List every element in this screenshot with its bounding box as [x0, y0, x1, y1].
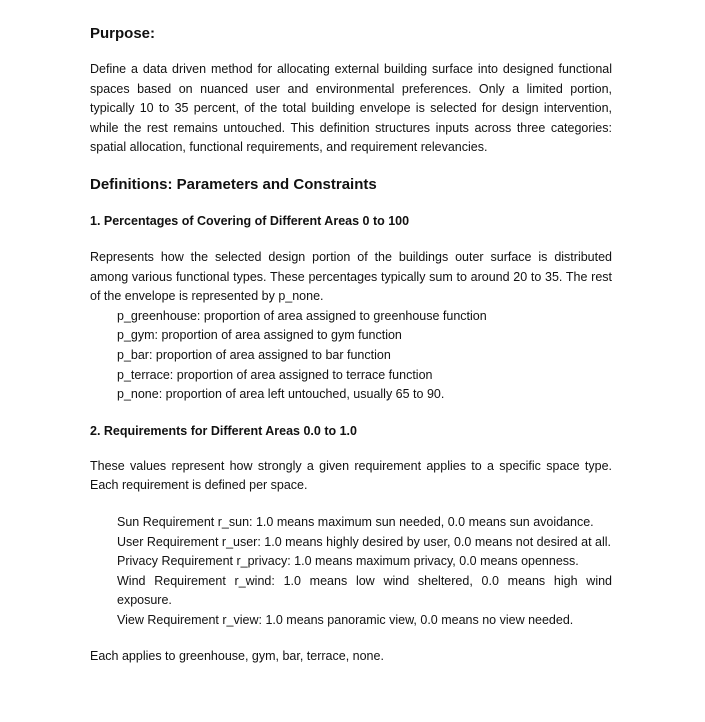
- definitions-heading: Definitions: Parameters and Constraints: [90, 175, 377, 193]
- section1-text: Represents how the selected design portion of the buildings outer surface is distributed among various functional types. These percentages typically sum to around 20 to 35. The rest of the envelope is represented by p_none.: [90, 249, 612, 304]
- document-page: [90, 24, 612, 667]
- list-item: p_none: proportion of area left untouched, usually 65 to 90.: [117, 387, 445, 402]
- section2-heading: 2. Requirements for Different Areas 0.0 to 1.0: [90, 423, 357, 438]
- list-item: p_bar: proportion of area assigned to bar function: [117, 347, 391, 362]
- list-item: View Requirement r_view: 1.0 means panoramic view, 0.0 means no view needed.: [117, 612, 574, 627]
- section1-list: [90, 307, 612, 405]
- list-item: Sun Requirement r_sun: 1.0 means maximum sun needed, 0.0 means sun avoidance.: [117, 514, 594, 529]
- list-item: p_terrace: proportion of area assigned to terrace function: [117, 367, 433, 382]
- purpose-heading: Purpose:: [90, 25, 156, 42]
- list-item: p_greenhouse: proportion of area assigned to greenhouse function: [117, 308, 487, 323]
- list-item: User Requirement r_user: 1.0 means highly desired by user, 0.0 means not desired at all.: [117, 534, 612, 549]
- list-item: Wind Requirement r_wind: 1.0 means low wind sheltered, 0.0 means high wind exposure.: [117, 573, 612, 608]
- section2-text: These values represent how strongly a given requirement applies to a specific space type. Each requirement is defined per space.: [90, 458, 612, 493]
- list-item: Privacy Requirement r_privacy: 1.0 means maximum privacy, 0.0 means openness.: [117, 554, 579, 569]
- section2-list: [90, 513, 612, 631]
- section2-footer: Each applies to greenhouse, gym, bar, terrace, none.: [90, 649, 384, 664]
- list-item: p_gym: proportion of area assigned to gym function: [117, 328, 402, 343]
- section1-heading: 1. Percentages of Covering of Different Areas 0 to 100: [90, 213, 410, 228]
- purpose-text: Define a data driven method for allocating external building surface into designed functional spaces based on nuanced user and environmental preferences. Only a limited portion, typically 10 to 35 percent, of the total building envelope is selected for design intervention, while the rest remains untouched. This definition structures inputs across three categories: spatial allocation, functional requirements, and requirement relevancies.: [90, 62, 612, 155]
